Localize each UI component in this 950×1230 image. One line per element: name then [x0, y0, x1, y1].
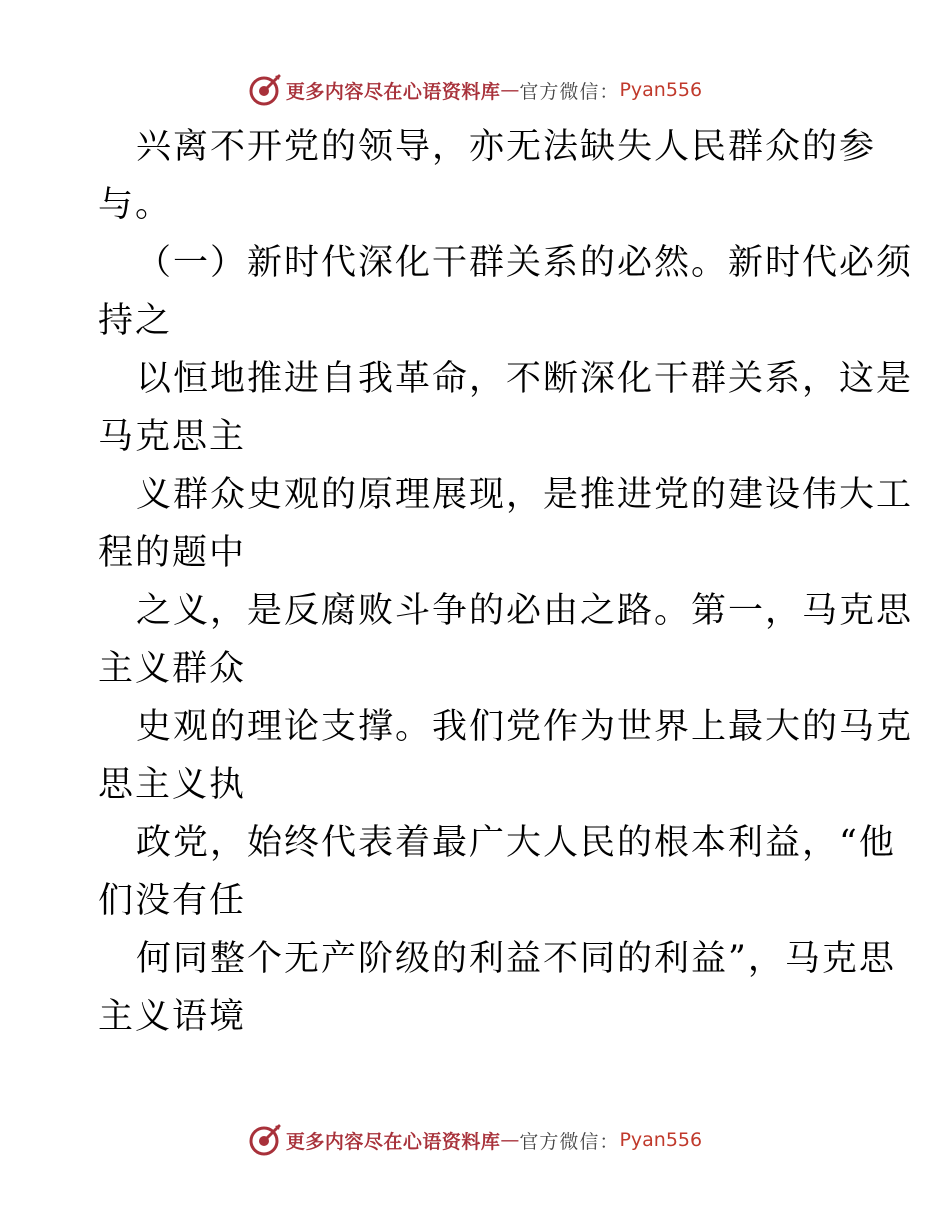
banner-text: 更多内容尽在心语资料库 [285, 1130, 501, 1153]
brand-logo-icon [248, 73, 282, 107]
text-line: 兴离不开党的领导，亦无法缺失人民群众的参 [136, 127, 877, 167]
banner-wechat-label: 官方微信： [519, 1130, 620, 1153]
footer-banner [0, 1120, 950, 1160]
banner-dash: — [500, 1129, 520, 1151]
text-line: （一）新时代深化干群关系的必然。新时代必须 [136, 243, 914, 283]
text-line: 程的题中 [98, 533, 247, 573]
text-line: 与。 [98, 185, 173, 225]
text-line: 们没有任 [98, 881, 247, 921]
banner-dash: — [500, 79, 520, 101]
banner-wechat-id: Pyan556 [619, 1129, 703, 1151]
text-line: 何同整个无产阶级的利益不同的利益”，马克思 [136, 939, 896, 979]
text-line: 政党，始终代表着最广大人民的根本利益，“他 [136, 823, 896, 863]
text-line: 义群众史观的原理展现，是推进党的建设伟大工 [136, 475, 914, 515]
brand-logo-icon [248, 1123, 282, 1157]
text-line: 思主义执 [98, 765, 247, 805]
text-line: 马克思主 [98, 417, 247, 457]
text-line: 主义群众 [98, 649, 247, 689]
text-line: 史观的理论支撑。我们党作为世界上最大的马克 [136, 707, 914, 747]
text-line: 持之 [98, 301, 173, 341]
document-body [98, 118, 914, 1046]
text-line: 以恒地推进自我革命，不断深化干群关系，这是 [136, 359, 914, 399]
banner-wechat-id: Pyan556 [619, 79, 703, 101]
text-line: 主义语境 [98, 997, 247, 1037]
banner-text: 更多内容尽在心语资料库 [285, 80, 501, 103]
text-line: 之义，是反腐败斗争的必由之路。第一，马克思 [136, 591, 914, 631]
header-banner [0, 70, 950, 110]
banner-wechat-label: 官方微信： [519, 80, 620, 103]
